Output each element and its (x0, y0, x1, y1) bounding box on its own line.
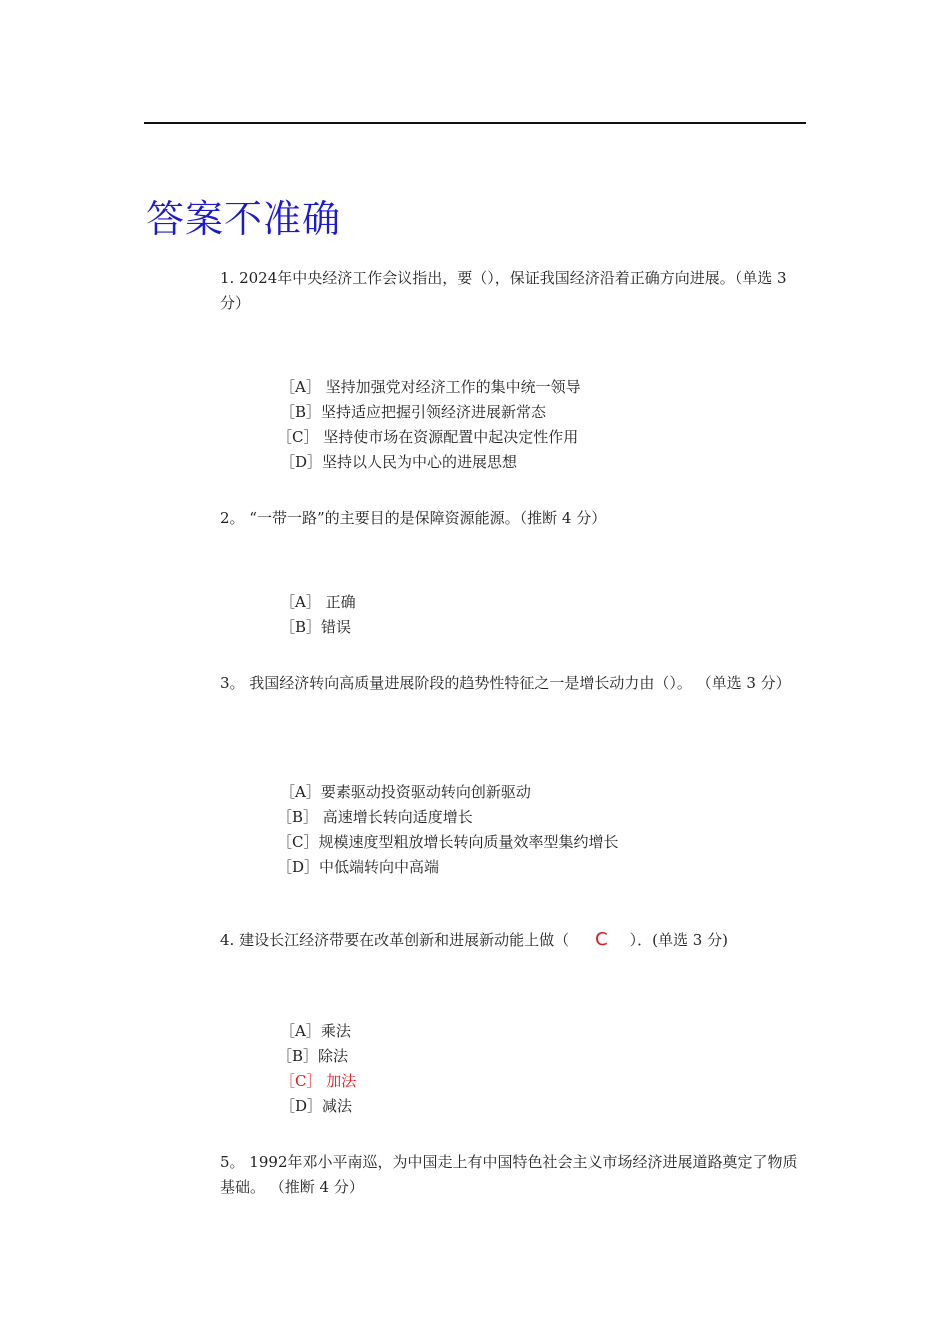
question-5 (220, 1150, 810, 1200)
question-1 (220, 266, 810, 316)
option-3d[interactable]: ［D］中低端转向中高端 (277, 858, 440, 876)
question-2-text: 2。 “一带一路”的主要目的是保障资源能源。（推断 4 分） (220, 509, 607, 527)
question-4-text-after: ）．(单选 3 分) (629, 931, 728, 949)
question-5-text: 5。 1992年邓小平南巡，为中国走上有中国特色社会主义市场经济进展道路奠定了物质基础。 （推断 4 分） (220, 1153, 798, 1196)
option-1a[interactable]: ［A］ 坚持加强党对经济工作的集中统一领导 (280, 378, 581, 396)
option-1c[interactable]: ［C］ 坚持使市场在资源配置中起决定性作用 (277, 428, 579, 446)
option-3a[interactable]: ［A］要素驱动投资驱动转向创新驱动 (280, 783, 531, 801)
option-3c[interactable]: ［C］规模速度型粗放增长转向质量效率型集约增长 (277, 833, 619, 851)
page-heading: 答案不准确 (146, 197, 342, 241)
question-1-text: 1. 2024年中央经济工作会议指出，要（），保证我国经济沿着正确方向进展。（单选 3 分） (220, 269, 787, 312)
header-rule (144, 122, 806, 124)
question-3 (220, 671, 810, 696)
option-3b[interactable]: ［B］ 高速增长转向适度增长 (277, 808, 473, 826)
option-4b[interactable]: ［B］除法 (277, 1047, 349, 1065)
question-4 (220, 927, 810, 953)
option-4c-selected[interactable]: ［C］ 加法 (280, 1072, 357, 1090)
option-1b[interactable]: ［B］坚持适应把握引领经济进展新常态 (280, 403, 547, 421)
option-2a[interactable]: ［A］ 正确 (280, 593, 356, 611)
option-4a[interactable]: ［A］乘法 (280, 1022, 351, 1040)
option-4d[interactable]: ［D］减法 (280, 1097, 353, 1115)
question-2 (220, 506, 810, 531)
question-4-answer: C (595, 929, 608, 950)
question-3-text: 3。 我国经济转向高质量进展阶段的趋势性特征之一是增长动力由（）。 （单选 3 分） (220, 674, 791, 692)
option-2b[interactable]: ［B］错误 (280, 618, 352, 636)
option-1d[interactable]: ［D］坚持以人民为中心的进展思想 (280, 453, 518, 471)
question-4-text-before: 4. 建设长江经济带要在改革创新和进展新动能上做（ (220, 931, 570, 949)
